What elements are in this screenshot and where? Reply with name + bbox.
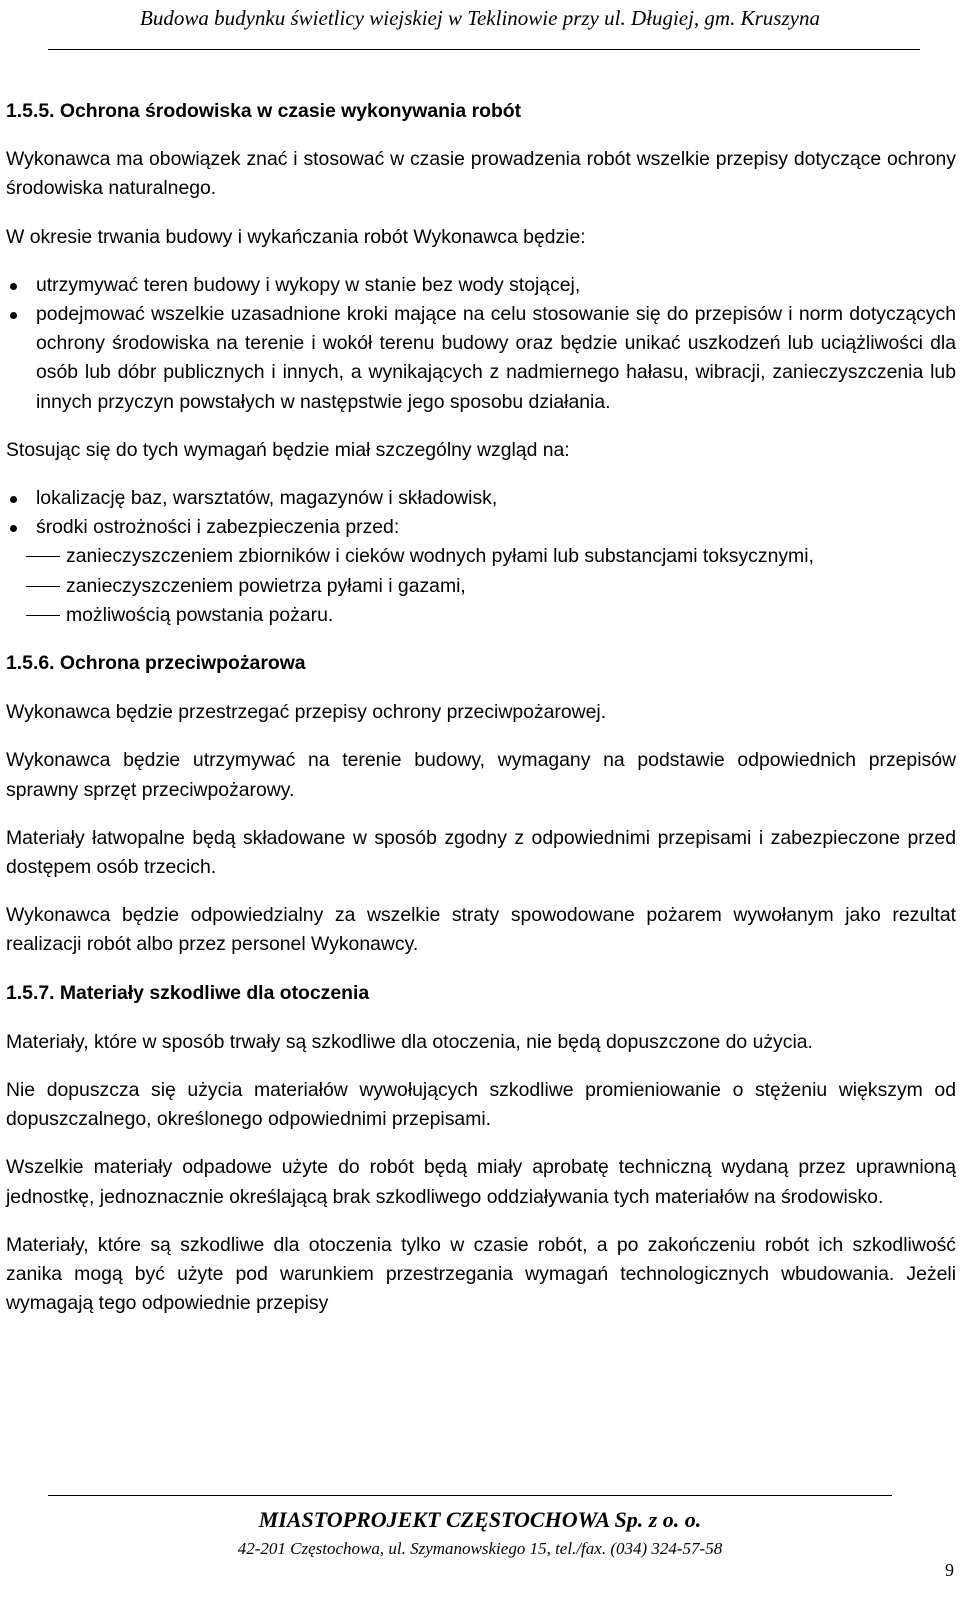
list-item-text: podejmować wszelkie uzasadnione kroki mające na celu stosowanie się do przepisów i norm dotyczących ochrony środowiska na terenie i wokół terenu budowy oraz będzie unikać uszkodzeń lub uciążliwości dla osób lub dóbr publicznych i innych, a wynikających z nadmiernego hałasu, wibracji, zanieczyszczenia lub innych przyczyn powstałych w następstwie jego sposobu działania. bbox=[36, 303, 956, 413]
dash-list bbox=[6, 542, 956, 630]
running-header: Budowa budynku świetlicy wiejskiej w Teklinowie przy ul. Długiej, gm. Kruszyna bbox=[140, 6, 820, 30]
list-item-text: utrzymywać teren budowy i wykopy w stanie bez wody stojącej, bbox=[36, 273, 581, 296]
dash-icon bbox=[26, 556, 60, 557]
section-heading-1-5-7: 1.5.7. Materiały szkodliwe dla otoczenia bbox=[6, 981, 370, 1004]
bullet-icon bbox=[10, 525, 17, 532]
paragraph: Wszelkie materiały odpadowe użyte do robót będą miały aprobatę techniczną wydaną przez uprawnioną jednostkę, jednoznacznie określającą brak szkodliwego oddziaływania tych materiałów na środowisko. bbox=[6, 1156, 956, 1208]
list-item bbox=[6, 542, 956, 571]
dash-icon bbox=[26, 586, 60, 587]
obligations-block bbox=[6, 223, 956, 417]
requirements-block bbox=[6, 436, 956, 630]
footer-rule bbox=[48, 1495, 892, 1496]
paragraph: W okresie trwania budowy i wykańczania robót Wykonawca będzie: bbox=[6, 225, 586, 248]
bullet-icon bbox=[10, 283, 17, 290]
paragraph: Nie dopuszcza się użycia materiałów wywołujących szkodliwe promieniowanie o stężeniu większym od dopuszczalnego, określonego odpowiednimi przepisami. bbox=[6, 1079, 956, 1131]
section-heading-1-5-6: 1.5.6. Ochrona przeciwpożarowa bbox=[6, 652, 306, 675]
footer-address: 42-201 Częstochowa, ul. Szymanowskiego 15, tel./fax. (034) 324-57-58 bbox=[237, 1539, 723, 1558]
dash-icon bbox=[26, 615, 60, 616]
document-body bbox=[6, 97, 956, 1338]
bullet-list bbox=[6, 271, 956, 417]
list-item bbox=[6, 484, 956, 513]
header-rule bbox=[48, 49, 920, 50]
paragraph: Wykonawca ma obowiązek znać i stosować w czasie prowadzenia robót wszelkie przepisy dotyczące ochrony środowiska naturalnego. bbox=[6, 148, 956, 200]
list-item bbox=[6, 601, 956, 630]
list-item-text: zanieczyszczeniem zbiorników i cieków wodnych pyłami lub substancjami toksycznymi, bbox=[66, 545, 814, 568]
paragraph: Wykonawca będzie przestrzegać przepisy ochrony przeciwpożarowej. bbox=[6, 701, 607, 724]
list-item bbox=[6, 271, 956, 300]
list-item-text: środki ostrożności i zabezpieczenia przed: bbox=[36, 516, 400, 539]
paragraph: Materiały, które w sposób trwały są szkodliwe dla otoczenia, nie będą dopuszczone do użycia. bbox=[6, 1030, 813, 1053]
bullet-list bbox=[6, 484, 956, 542]
list-item-text: lokalizację baz, warsztatów, magazynów i składowisk, bbox=[36, 487, 498, 510]
list-item bbox=[6, 300, 956, 417]
footer-company: MIASTOPROJEKT CZĘSTOCHOWA Sp. z o. o. bbox=[258, 1507, 702, 1532]
page-number: 9 bbox=[945, 1560, 954, 1580]
paragraph: Stosując się do tych wymagań będzie miał szczególny wzgląd na: bbox=[6, 438, 570, 461]
bullet-icon bbox=[10, 496, 17, 503]
section-heading-1-5-5: 1.5.5. Ochrona środowiska w czasie wykonywania robót bbox=[6, 100, 522, 122]
paragraph: Wykonawca będzie odpowiedzialny za wszelkie straty spowodowane pożarem wywołanym jako rezultat realizacji robót albo przez personel Wykonawcy. bbox=[6, 904, 956, 956]
paragraph: Wykonawca będzie utrzymywać na terenie budowy, wymagany na podstawie odpowiednich przepisów sprawny sprzęt przeciwpożarowy. bbox=[6, 749, 956, 801]
list-item bbox=[6, 513, 956, 542]
bullet-icon bbox=[10, 312, 17, 319]
paragraph: Materiały łatwopalne będą składowane w sposób zgodny z odpowiednimi przepisami i zabezpieczone przed dostępem osób trzecich. bbox=[6, 826, 956, 879]
list-item-text: możliwością powstania pożaru. bbox=[66, 603, 334, 626]
list-item bbox=[6, 572, 956, 601]
list-item-text: zanieczyszczeniem powietrza pyłami i gazami, bbox=[66, 574, 466, 597]
paragraph: Materiały, które są szkodliwe dla otoczenia tylko w czasie robót, a po zakończeniu robót ich szkodliwość zanika mogą być użyte pod warunkiem przestrzegania wymagań technologicznych wbudowania. Jeżeli wymagają tego odpowiednie przepisy bbox=[6, 1233, 956, 1315]
